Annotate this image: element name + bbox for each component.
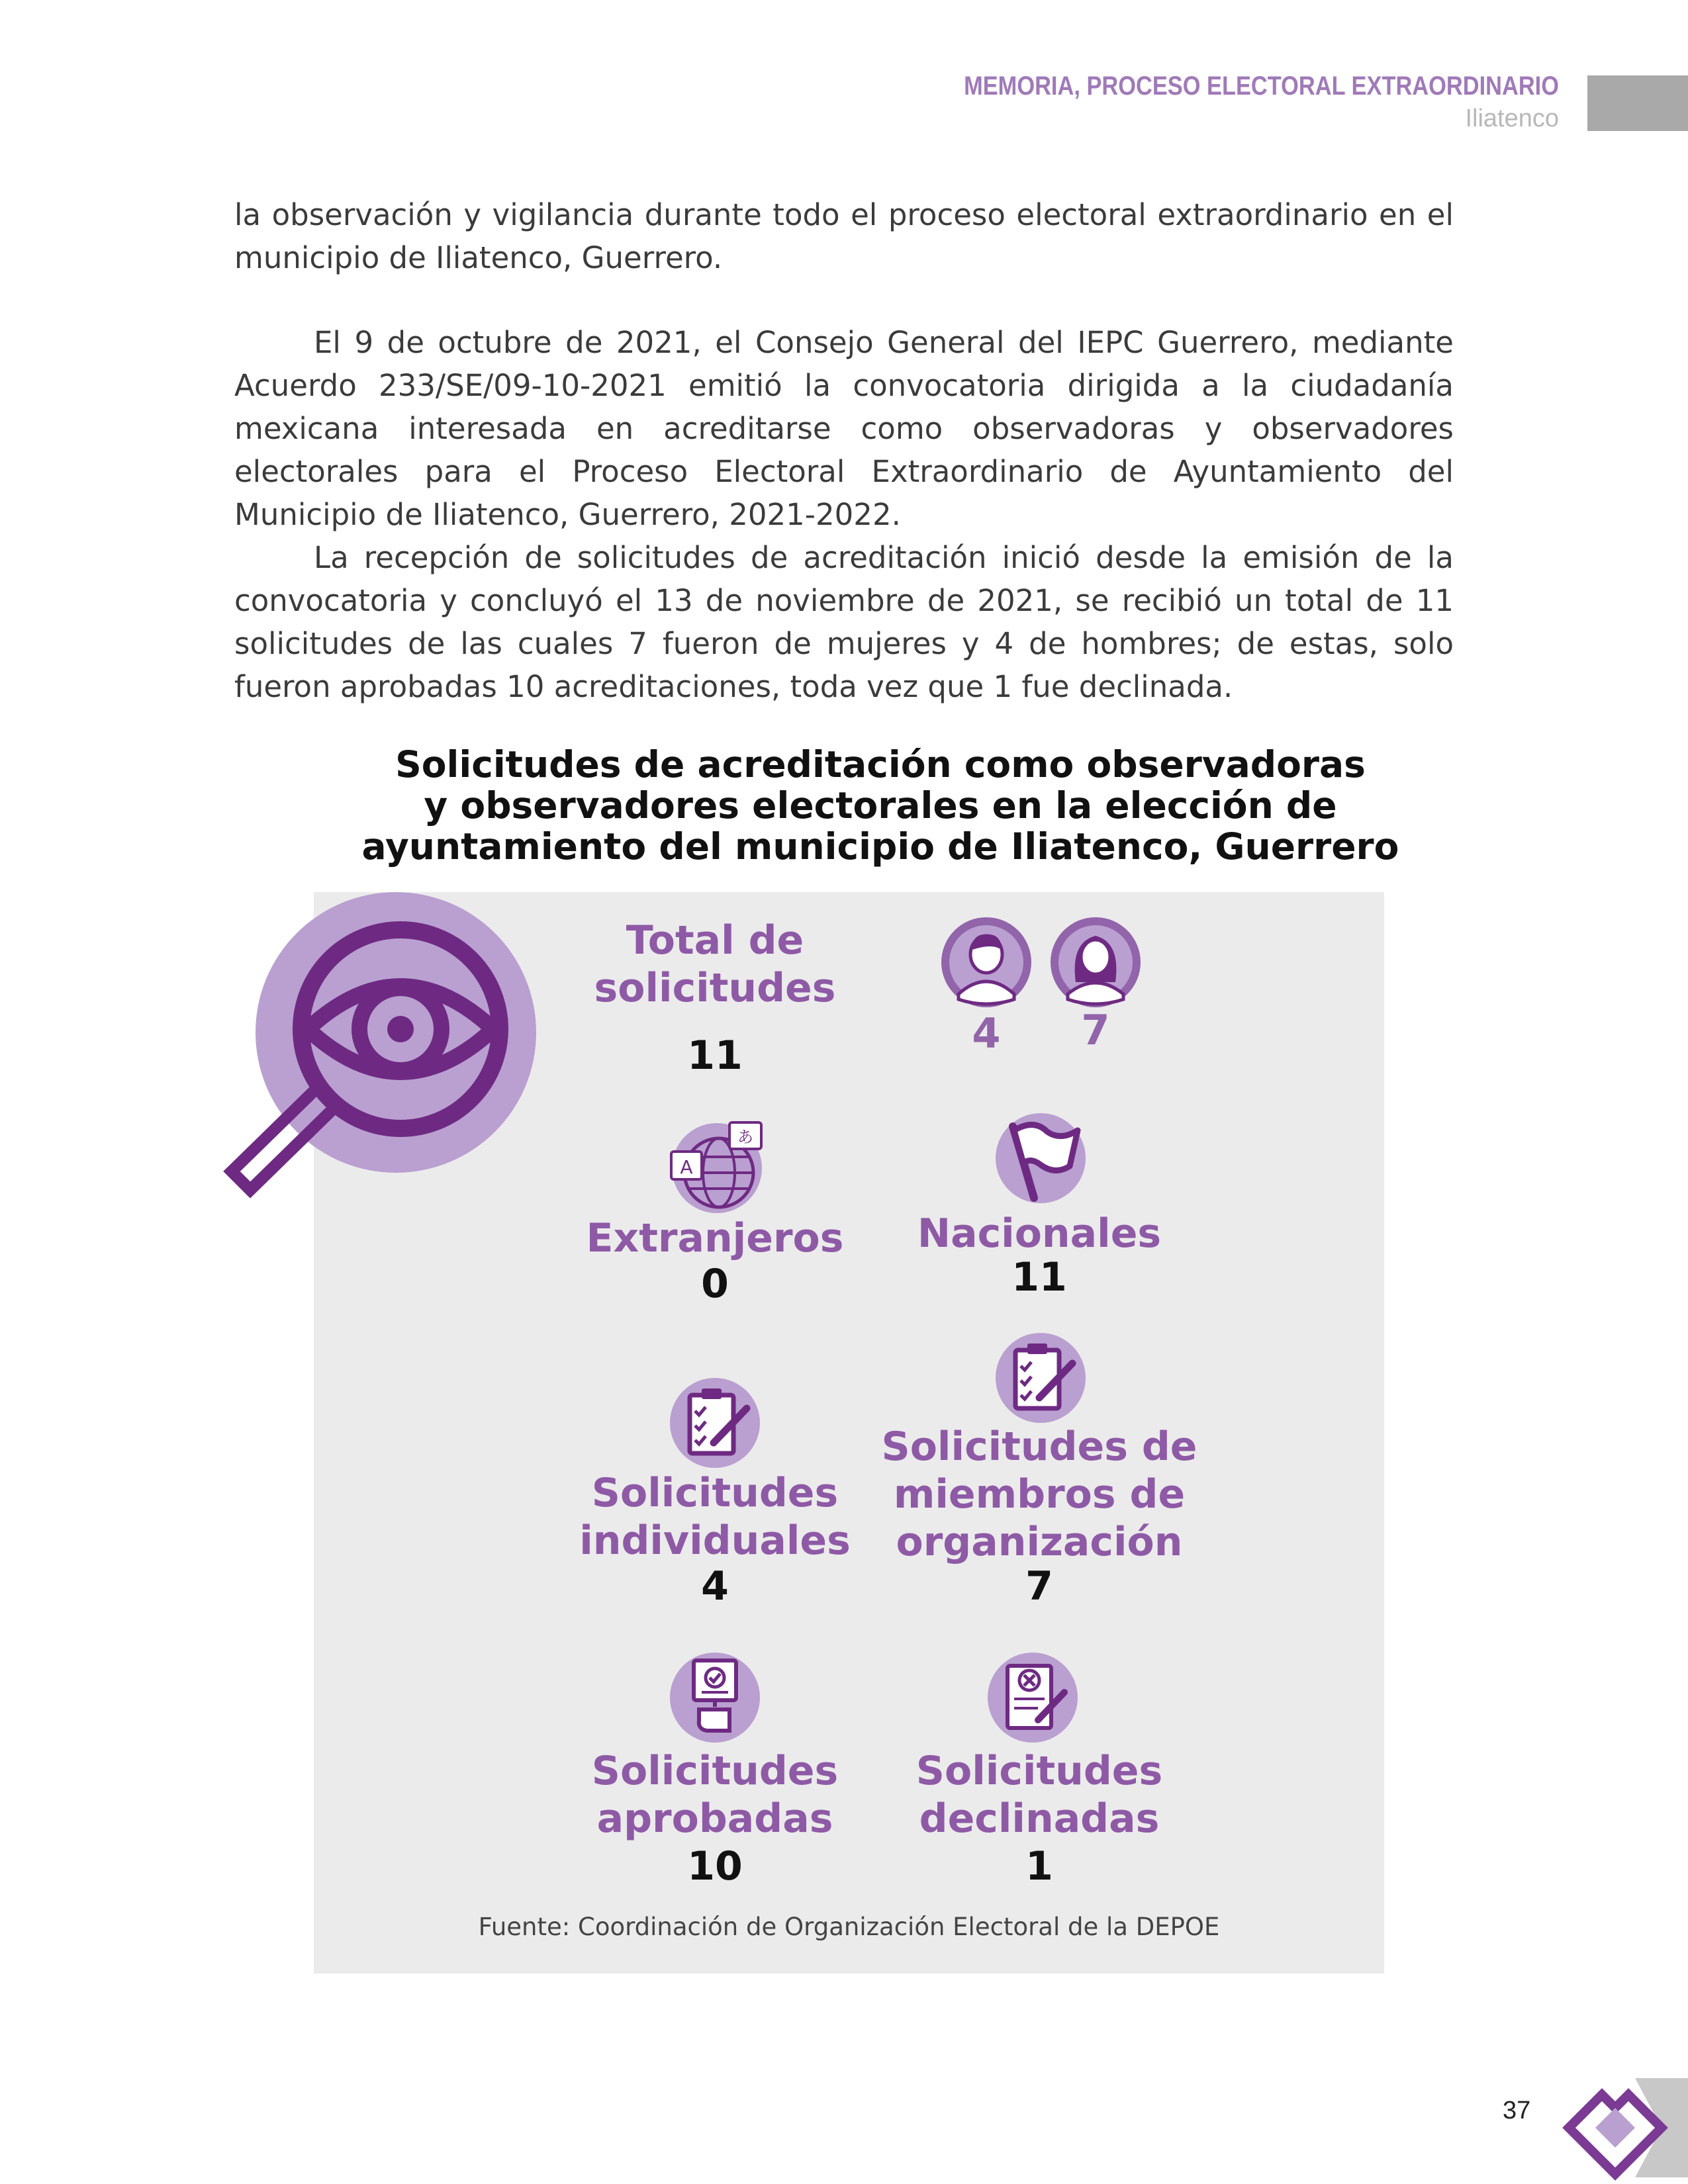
svg-text:あ: あ xyxy=(737,1128,753,1146)
infographic-title xyxy=(318,744,1443,867)
infographic-title-line-3: ayuntamiento del municipio de Iliatenco, Guerrero xyxy=(361,825,1399,868)
page-number: 37 xyxy=(1503,2097,1531,2124)
organizacion-label-line-2: miembros de xyxy=(893,1471,1186,1518)
nacionales-value: 11 xyxy=(1011,1254,1067,1300)
declinadas-label xyxy=(894,1747,1185,1843)
paragraph-3: La recepción de solicitudes de acreditación inició desde la emisión de la convocatoria y concluyó el 13 de noviembre de 2021, se recibió un total de 11 solicitudes de las cuales 7 fueron de mujeres y 4 de hombres; de estas, solo fueron aprobadas 10 acreditaciones, toda vez que 1 fue declinada. xyxy=(234,540,1454,704)
organizacion-value: 7 xyxy=(1025,1563,1053,1610)
logo-diamond-icon xyxy=(1556,2071,1688,2184)
total-label xyxy=(576,917,854,1012)
aprobadas-label-line-2: aprobadas xyxy=(596,1796,833,1842)
organizacion-label xyxy=(874,1423,1205,1566)
extranjeros-value: 0 xyxy=(701,1261,729,1307)
individuales-label-line-1: Solicitudes xyxy=(591,1470,839,1516)
man-avatar-icon xyxy=(940,916,1033,1009)
source-note: Fuente: Coordinación de Organización Electoral de la DEPOE xyxy=(478,1913,1220,1941)
approved-document-icon xyxy=(669,1651,761,1744)
total-value: 11 xyxy=(687,1032,743,1079)
declinadas-label-line-1: Solicitudes xyxy=(915,1748,1163,1794)
organizacion-label-line-3: organización xyxy=(896,1519,1183,1565)
infographic-title-line-2: y observadores electorales en la elección de xyxy=(424,784,1337,827)
woman-avatar-icon xyxy=(1049,916,1142,1009)
men-count: 4 xyxy=(972,1009,1001,1058)
organizacion-label-line-1: Solicitudes de xyxy=(881,1424,1197,1470)
individuales-value: 4 xyxy=(701,1563,729,1610)
aprobadas-label xyxy=(569,1747,861,1843)
aprobadas-label-line-1: Solicitudes xyxy=(591,1748,839,1794)
nacionales-label: Nacionales xyxy=(917,1210,1162,1257)
header-bar xyxy=(1587,75,1688,131)
header-title: MEMORIA, PROCESO ELECTORAL EXTRAORDINARIO xyxy=(964,71,1559,101)
declinadas-value: 1 xyxy=(1025,1843,1053,1889)
svg-text:A: A xyxy=(680,1156,693,1178)
clipboard-checklist-icon xyxy=(669,1377,761,1469)
magnifier-eye-icon xyxy=(218,880,549,1224)
total-label-line-1: Total de xyxy=(626,917,804,964)
aprobadas-value: 10 xyxy=(687,1843,743,1889)
paragraph-2: El 9 de octubre de 2021, el Consejo General del IEPC Guerrero, mediante Acuerdo 233/SE/09-10-2021 emitió la convocatoria dirigida a la ciudadanía mexicana interesada en acreditarse como observadoras y observadores electorales para el Proceso Electoral Extraordinario de Ayuntamiento del Municipio de Iliatenco, Guerrero, 2021-2022. xyxy=(234,325,1454,532)
globe-language-icon xyxy=(667,1118,767,1218)
total-label-line-2: solicitudes xyxy=(594,965,836,1011)
header-subtitle: Iliatenco xyxy=(1465,105,1559,132)
declined-document-icon xyxy=(986,1651,1079,1744)
infographic-title-line-1: Solicitudes de acreditación como observadoras xyxy=(395,743,1366,786)
clipboard-checklist-icon xyxy=(994,1332,1087,1424)
flag-icon xyxy=(994,1112,1087,1205)
declinadas-label-line-2: declinadas xyxy=(919,1796,1160,1842)
extranjeros-label: Extranjeros xyxy=(586,1215,844,1261)
women-count: 7 xyxy=(1081,1006,1110,1054)
individuales-label xyxy=(569,1469,861,1565)
individuales-label-line-2: individuales xyxy=(579,1518,851,1564)
paragraph-1: la observación y vigilancia durante todo el proceso electoral extraordinario en el municipio de Iliatenco, Guerrero. xyxy=(234,197,1454,275)
